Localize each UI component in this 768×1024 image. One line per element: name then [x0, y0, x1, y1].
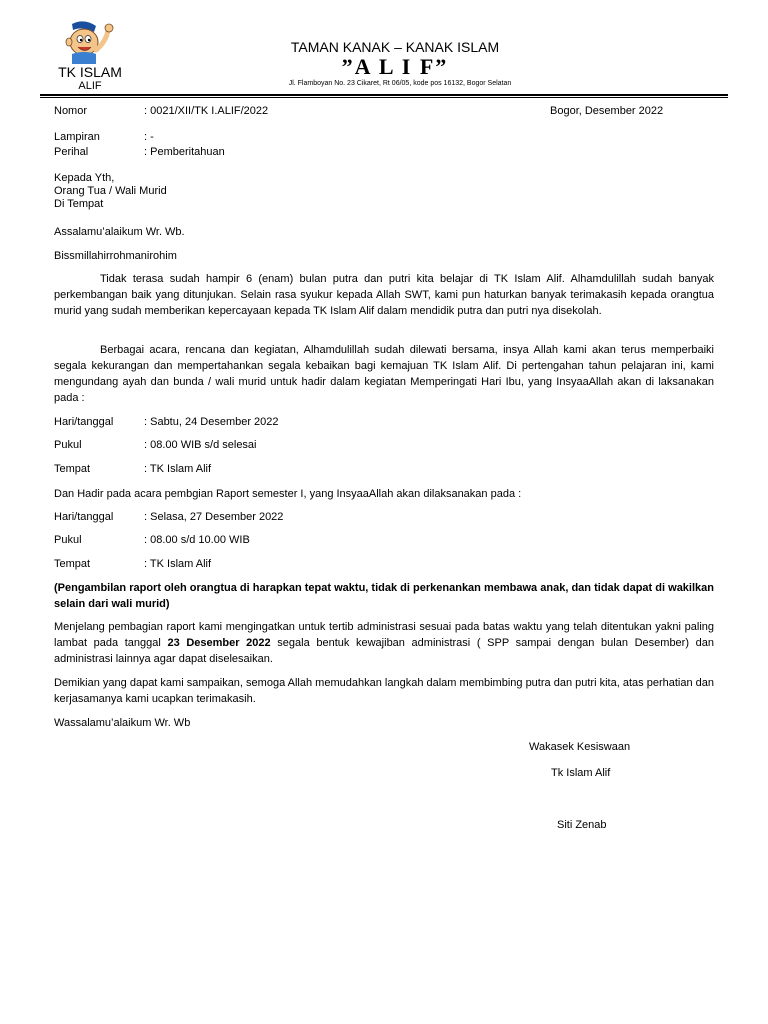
- perihal-value: : Pemberitahuan: [144, 146, 225, 158]
- paragraph-4: Demikian yang dapat kami sampaikan, semoga Allah memudahkan langkah dalam membimbing putra dan putri kita, atas perhatian dan kerjasamanya kami ucapkan terimakasih.: [54, 677, 714, 705]
- note-paragraph: (Pengambilan raport oleh orangtua di harapkan tepat waktu, tidak di perkenankan membawa anak, dan tidak dapat di wakilkan selain dari wali murid): [54, 582, 714, 610]
- place-date: Bogor, Desember 2022: [550, 105, 664, 117]
- signature-name: Siti Zenab: [557, 819, 607, 831]
- signature-institution: Tk Islam Alif: [551, 767, 611, 779]
- event2-place-row: [54, 556, 211, 572]
- paragraph-3: [54, 619, 714, 667]
- lampiran-value: : -: [144, 131, 154, 143]
- closing: Wassalamu’alaikum Wr. Wb: [54, 717, 191, 729]
- event1-date-label: Hari/tanggal: [54, 416, 114, 428]
- lampiran-label: Lampiran: [54, 131, 100, 143]
- perihal-label: Perihal: [54, 146, 89, 158]
- event1-date-value: : Sabtu, 24 Desember 2022: [144, 416, 279, 428]
- event2-time-label: Pukul: [54, 534, 82, 546]
- paragraph-3-text-b: segala bentuk kewajiban administrasi ( SPP sampai dengan bulan Desember) dan administrasi lainnya agar dapat diselesaikan.: [54, 637, 714, 665]
- event1-date-row: [54, 414, 279, 430]
- event1-time-value: : 08.00 WIB s/d selesai: [144, 439, 257, 451]
- recipient-line-1: Kepada Yth,: [54, 172, 115, 184]
- event2-place-label: Tempat: [54, 558, 91, 570]
- school-address: Jl. Flamboyan No. 23 Cikaret, Rt 06/05, kode pos 16132, Bogor Selatan: [288, 80, 512, 87]
- recipient-line-2: Orang Tua / Wali Murid: [54, 185, 167, 197]
- bismillah: Bissmillahirrohmanirohim: [54, 250, 177, 262]
- event1-time-row: [54, 437, 257, 453]
- perihal-row: [54, 144, 225, 160]
- greeting: Assalamu’alaikum Wr. Wb.: [54, 226, 185, 238]
- mascot-icon: [56, 20, 124, 70]
- event1-place-label: Tempat: [54, 463, 91, 475]
- school-title: ”A L I F”: [341, 54, 449, 79]
- event1-time-label: Pukul: [54, 439, 82, 451]
- event2-date-value: : Selasa, 27 Desember 2022: [144, 511, 284, 523]
- school-logo: [44, 20, 136, 92]
- paragraph-3-deadline: 23 Desember 2022: [167, 637, 271, 649]
- event2-date-label: Hari/tanggal: [54, 511, 114, 523]
- lampiran-row: [54, 129, 154, 145]
- paragraph-3-text-a: Menjelang pembagian raport kami mengingatkan untuk tertib administrasi sesuai pada batas waktu yang telah ditentukan yakni paling lambat pada tanggal: [54, 621, 714, 649]
- signature-role: Wakasek Kesiswaan: [529, 741, 631, 753]
- paragraph-2: Berbagai acara, rencana dan kegiatan, Alhamdulillah sudah dilewati bersama, insya Allah kami akan terus memperbaiki segala kekurangan dan mempertahankan segala kebaikan bagi kemajuan TK Islam Alif. Di pertengahan tahun pelajaran ini, kami mengundang ayah dan bunda / wali murid untuk hadir dalam kegiatan Memperingati Hari Ibu, yang InsyaaAllah akan di laksanakan pada :: [54, 344, 714, 404]
- event2-time-row: [54, 532, 250, 548]
- nomor-row: [54, 103, 268, 119]
- event2-time-value: : 08.00 s/d 10.00 WIB: [144, 534, 250, 546]
- school-name: TAMAN KANAK – KANAK ISLAM: [290, 39, 500, 55]
- event2-intro: Dan Hadir pada acara pembgian Raport semester I, yang InsyaaAllah akan dilaksanakan pada :: [54, 488, 522, 500]
- logo-text-tk-islam: TK ISLAM: [58, 64, 122, 80]
- event1-place-row: [54, 461, 211, 477]
- letterhead-divider-thin: [40, 97, 728, 98]
- event1-place-value: : TK Islam Alif: [144, 463, 212, 475]
- nomor-value: : 0021/XII/TK I.ALIF/2022: [144, 105, 269, 117]
- event2-date-row: [54, 509, 283, 525]
- letterhead-divider-thick: [40, 94, 728, 96]
- logo-text-alif: ALIF: [78, 80, 102, 92]
- recipient-line-3: Di Tempat: [54, 198, 104, 210]
- nomor-label: Nomor: [54, 105, 88, 117]
- paragraph-1: Tidak terasa sudah hampir 6 (enam) bulan putra dan putri kita belajar di TK Islam Alif. Alhamdulillah sudah banyak perkembangan baik yang ditunjukan. Selain rasa syukur kepada Allah SWT, kami pun haturkan banyak terimakasih kepada orangtua murid yang sudah memberikan kepercayaan kepada TK Islam Alif dalam mendidik putra dan putri nya disekolah.: [54, 273, 714, 317]
- event2-place-value: : TK Islam Alif: [144, 558, 212, 570]
